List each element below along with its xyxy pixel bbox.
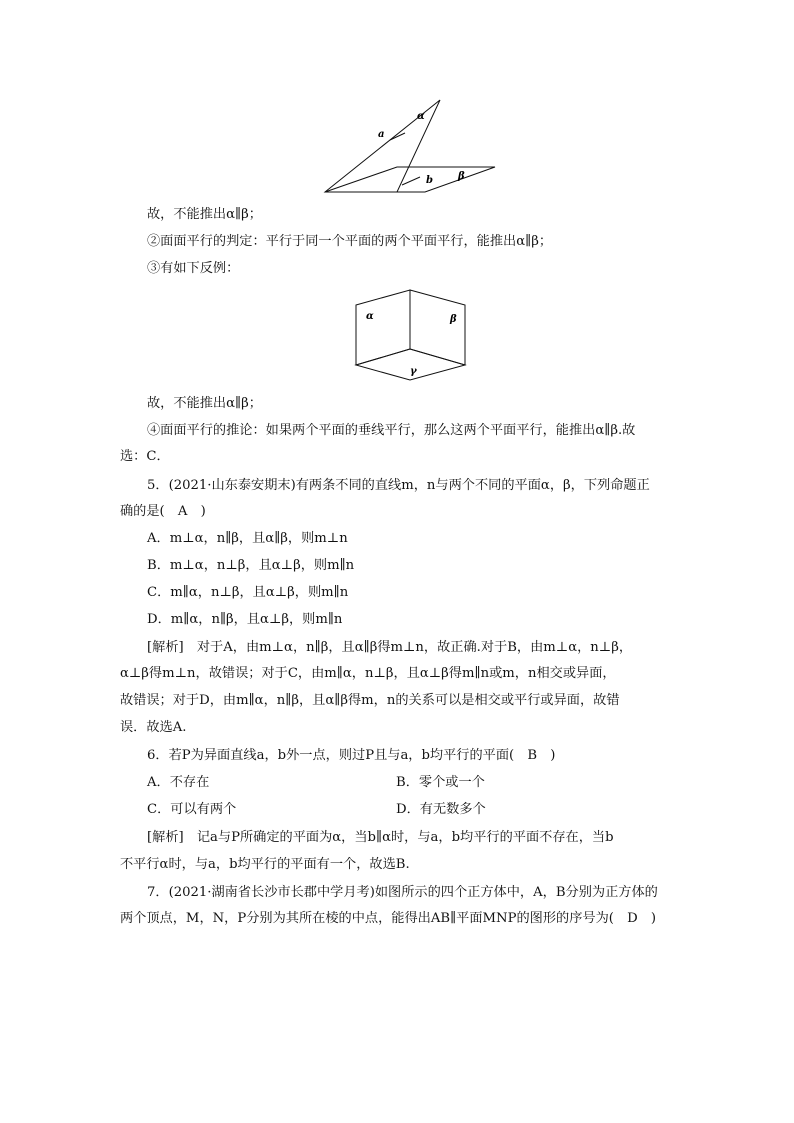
plane-beta-2 [410,290,465,365]
question-7-stem-2: 两个顶点，M，N，P分别为其所在棱的中点，能得出AB∥平面MNP的图形的序号为( D ) [120,911,656,926]
question-6-option-a: A．不存在 [147,775,210,790]
question-5-stem-2: 确的是( A ) [120,504,206,519]
question-5-stem-1: 5．(2021·山东泰安期末)有两条不同的直线m，n与两个不同的平面α，β，下列命题正 [147,478,650,493]
question-5-option-d: D．m∥α，n∥β，且α⊥β，则m∥n [147,612,343,627]
text-line-4: 故，不能推出α∥β； [147,396,262,411]
label-a: a [378,129,385,140]
text-line-1: 故，不能推出α∥β； [147,207,262,222]
question-6-stem: 6．若P为异面直线a，b外一点，则过P且与a，b均平行的平面( B ) [147,748,556,763]
question-6-option-c: C．可以有两个 [147,802,237,817]
text-line-3: ③有如下反例： [147,261,240,276]
question-5-option-b: B．m⊥α，n⊥β，且α⊥β，则m∥n [147,558,355,573]
explanation-5-line-1: [解析] 对于A，由m⊥α，n∥β，且α∥β得m⊥n，故正确.对于B，由m⊥α，n⊥β， [147,640,633,655]
label-beta-2: β [450,314,457,325]
plane-beta [325,167,495,192]
line-b [402,177,420,185]
intersecting-planes-figure [320,95,520,205]
text-line-6: 选：C． [120,449,170,464]
question-5-option-a: A．m⊥α，n∥β，且α∥β，则m⊥n [147,531,348,546]
explanation-6-line-2: 不平行α时，与a，b均平行的平面有一个，故选B. [120,857,410,872]
question-7-stem-1: 7．(2021·湖南省长沙市长郡中学月考)如图所示的四个正方体中，A，B分别为正方体的 [147,885,658,900]
question-5-option-c: C．m∥α，n⊥β，且α⊥β，则m∥n [147,585,349,600]
text-line-5: ④面面平行的推论：如果两个平面的垂线平行，那么这两个平面平行，能推出α∥β.故 [147,423,636,438]
label-b: b [426,175,433,186]
question-6-option-b: B．零个或一个 [396,775,485,790]
question-6-option-d: D．有无数多个 [396,802,486,817]
explanation-5-line-4: 误．故选A. [120,720,187,735]
label-beta: β [458,171,465,182]
plane-alpha-2 [356,290,410,365]
explanation-5-line-3: 故错误；对于D，由m∥α，n∥β，且α∥β得m，n的关系可以是相交或平行或异面，故错 [120,693,620,708]
label-alpha: α [417,111,425,122]
explanation-6-line-1: [解析] 记a与P所确定的平面为α，当b∥α时，与a，b均平行的平面不存在，当b [147,830,614,845]
three-planes-figure [352,287,472,387]
explanation-5-line-2: α⊥β得m⊥n，故错误；对于C，由m∥α，n⊥β，且α⊥β得m∥n或m，n相交或异面， [120,666,616,681]
label-gamma: γ [410,366,417,377]
label-alpha-2: α [366,311,374,322]
text-line-2: ②面面平行的判定：平行于同一个平面的两个平面平行，能推出α∥β； [147,234,553,249]
